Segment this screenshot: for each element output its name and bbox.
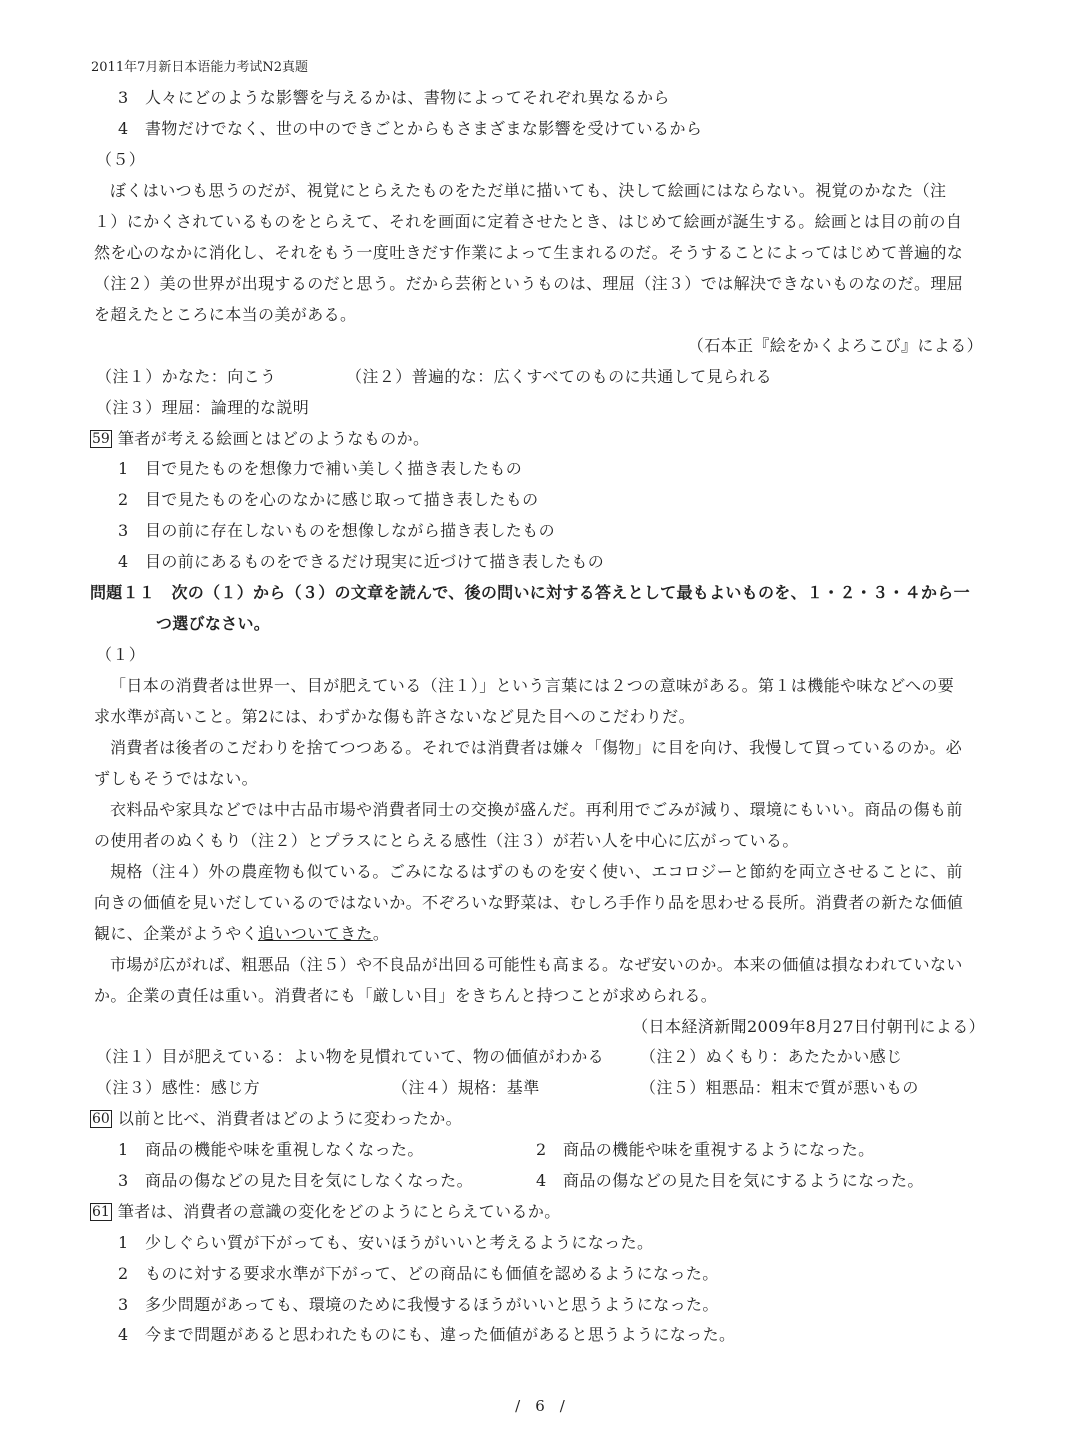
passage-1-line-2: 求水準が高いこと。第2には、わずかな傷も許さないなど見た目へのこだわりだ。 bbox=[94, 707, 695, 726]
question-60-text: 以前と比べ、消費者はどのように変わったか。 bbox=[117, 1109, 463, 1128]
q60-option-1: 1 商品の機能や味を重視しなくなった。 bbox=[118, 1140, 424, 1159]
prev-option-3: 3 人々にどのような影響を与えるかは、書物によってそれぞれ異なるから bbox=[118, 88, 670, 107]
passage-1-line-9-start: 観に、企業がようやく bbox=[94, 924, 259, 943]
passage-1-note-5: （注５）粗悪品：粗末で質が悪いもの bbox=[640, 1078, 919, 1097]
passage-5-label: （５） bbox=[96, 150, 146, 169]
passage-1-line-3: 消費者は後者のこだわりを捨てつつある。それでは消費者は嫌々「傷物」に目を向け、我慢して買っているのか。必 bbox=[110, 738, 963, 757]
question-59-number: 59 bbox=[92, 431, 110, 447]
q59-option-1: 1 目で見たものを想像力で補い美しく描き表したもの bbox=[118, 459, 523, 478]
q60-option-4: 4 商品の傷などの見た目を気にするようになった。 bbox=[536, 1171, 924, 1190]
passage-1-line-7: 規格（注４）外の農産物も似ている。ごみになるはずのものを安く使い、エコロジーと節約を両立させることに、前 bbox=[110, 862, 963, 881]
passage-5-line-2: １）にかくされているものをとらえて、それを画面に定着させたとき、はじめて絵画が誕生する。絵画とは目の前の自 bbox=[94, 212, 963, 231]
passage-5-note-2: （注２）普遍的な：広くすべてのものに共通して見られる bbox=[346, 367, 773, 386]
passage-5-source: （石本正『絵をかくよろこび』による） bbox=[687, 336, 983, 355]
q61-option-3: 3 多少問題があっても、環境のために我慢するほうがいいと思うようになった。 bbox=[118, 1295, 719, 1314]
passage-1-source: （日本経済新聞2009年8月27日付朝刊による） bbox=[632, 1017, 985, 1036]
question-60 bbox=[90, 1109, 462, 1129]
question-61-number: 61 bbox=[92, 1204, 110, 1220]
question-59 bbox=[90, 429, 429, 449]
q59-option-2: 2 目で見たものを心のなかに感じ取って描き表したもの bbox=[118, 490, 539, 509]
q61-option-2: 2 ものに対する要求水準が下がって、どの商品にも価値を認めるようになった。 bbox=[118, 1264, 719, 1283]
passage-5-note-1: （注１）かなた：向こう bbox=[96, 367, 277, 386]
section-11-instruction-line-2: つ選びなさい。 bbox=[156, 614, 271, 633]
q59-option-4: 4 目の前にあるものをできるだけ現実に近づけて描き表したもの bbox=[118, 552, 605, 571]
q59-option-3: 3 目の前に存在しないものを想像しながら描き表したもの bbox=[118, 521, 555, 540]
passage-5-note-3: （注３）理屈：論理的な説明 bbox=[96, 398, 310, 417]
question-59-text: 筆者が考える絵画とはどのようなものか。 bbox=[117, 429, 430, 448]
passage-5-line-5: を超えたところに本当の美がある。 bbox=[94, 305, 357, 324]
passage-1-line-6: の使用者のぬくもり（注２）とプラスにとらえる感性（注３）が若い人を中心に広がっている。 bbox=[94, 831, 799, 850]
underlined-phrase: 追いついてきた bbox=[258, 924, 373, 943]
q61-option-4: 4 今まで問題があると思われたものにも、違った価値があると思うようになった。 bbox=[118, 1325, 736, 1344]
passage-1-note-3: （注３）感性：感じ方 bbox=[96, 1078, 261, 1097]
passage-1-line-9 bbox=[94, 924, 389, 944]
passage-1-line-1: 「日本の消費者は世界一、目が肥えている（注１）」という言葉には２つの意味がある。第１は機能や味などへの要 bbox=[110, 676, 955, 695]
passage-1-note-4: （注４）規格：基準 bbox=[392, 1078, 540, 1097]
passage-5-line-4: （注２）美の世界が出現するのだと思う。だから芸術というものは、理屈（注３）では解決できないものなのだ。理屈 bbox=[94, 274, 964, 293]
q60-option-3: 3 商品の傷などの見た目を気にしなくなった。 bbox=[118, 1171, 473, 1190]
page-number: / 6 / bbox=[515, 1397, 565, 1415]
passage-1-line-8: 向きの価値を見いだしているのではないか。不ぞろいな野菜は、むしろ手作り品を思わせる長所。消費者の新たな価値 bbox=[94, 893, 964, 912]
passage-1-line-11: か。企業の責任は重い。消費者にも「厳しい目」をきちんと持つことが求められる。 bbox=[94, 986, 718, 1005]
section-11-instruction-line-1: 問題１１ 次の（１）から（３）の文章を読んで、後の問いに対する答えとして最もよいものを、１・２・３・４から一 bbox=[90, 583, 970, 602]
passage-5-line-1: ぼくはいつも思うのだが、視覚にとらえたものをただ単に描いても、決して絵画にはならない。視覚のかなた（注 bbox=[110, 181, 947, 200]
prev-option-4: 4 書物だけでなく、世の中のできごとからもさまざまな影響を受けているから bbox=[118, 119, 703, 138]
question-61 bbox=[90, 1202, 561, 1222]
question-60-number: 60 bbox=[92, 1111, 110, 1127]
passage-1-line-10: 市場が広がれば、粗悪品（注５）や不良品が出回る可能性も高まる。なぜ安いのか。本来の価値は損なわれていない bbox=[110, 955, 963, 974]
passage-5-line-3: 然を心のなかに消化し、それをもう一度吐きだす作業によって生まれるのだ。そうすることによってはじめて普遍的な bbox=[94, 243, 964, 262]
passage-1-line-4: ずしもそうではない。 bbox=[94, 769, 259, 788]
page-header: 2011年7月新日本语能力考试N2真题 bbox=[91, 60, 309, 75]
passage-1-label: （１） bbox=[96, 645, 146, 664]
q60-option-2: 2 商品の機能や味を重視するようになった。 bbox=[536, 1140, 875, 1159]
passage-1-line-9-end: 。 bbox=[372, 924, 390, 943]
q61-option-1: 1 少しぐらい質が下がっても、安いほうがいいと考えるようになった。 bbox=[118, 1233, 654, 1252]
passage-1-line-5: 衣料品や家具などでは中古品市場や消費者同士の交換が盛んだ。再利用でごみが減り、環境にもいい。商品の傷も前 bbox=[110, 800, 963, 819]
passage-1-note-1: （注１）目が肥えている：よい物を見慣れていて、物の価値がわかる bbox=[96, 1047, 605, 1066]
question-61-text: 筆者は、消費者の意識の変化をどのようにとらえているか。 bbox=[117, 1202, 561, 1221]
passage-1-note-2: （注２）ぬくもり：あたたかい感じ bbox=[640, 1047, 903, 1066]
